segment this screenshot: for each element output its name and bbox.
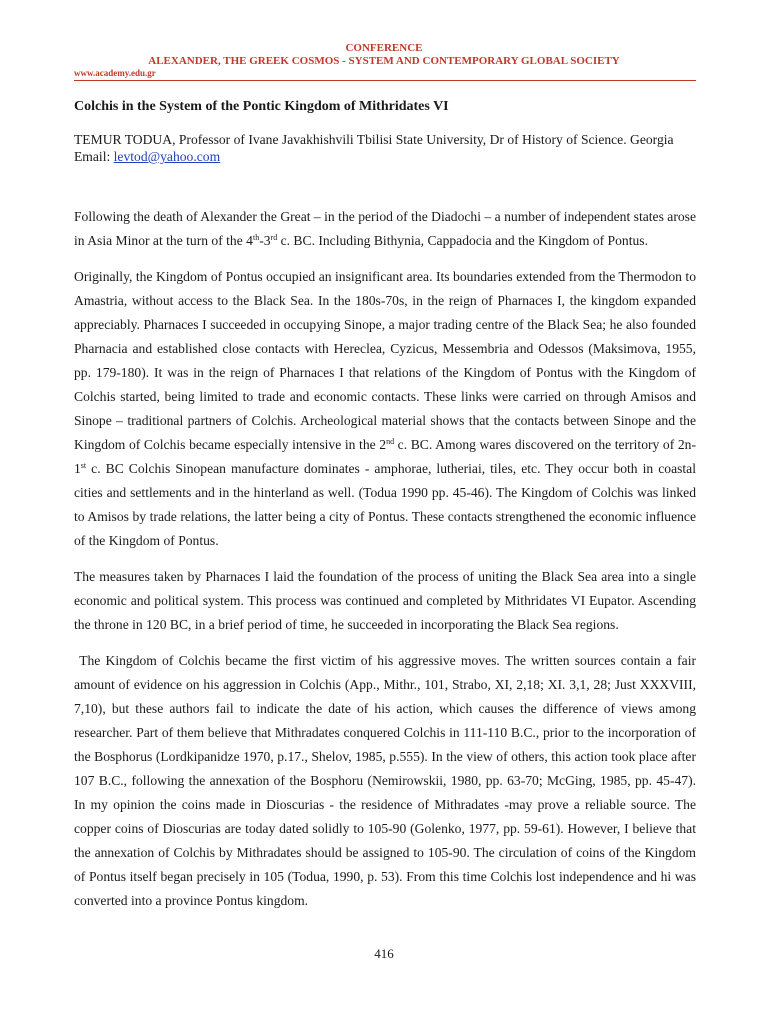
paragraph-text: Originally, the Kingdom of Pontus occupied an insignificant area. Its boundaries extended from the Thermodon to Amastria, without access to the Black Sea. In the 180s-70s, in the reign of Pharnaces I, the kingdom expanded appreciably. Pharnaces I succeeded in occupying Sinope, a major trading centre of the Black Sea; he also founded Pharnacia and established close contacts with Hereclea, Cyzicus, Messembria and Odessos (Maksimova, 1955, pp. 179-180). It was in the reign of Pharnaces I that relations of the Kingdom of Pontus with the Kingdom of Colchis started, being limited to trade and economic contacts. These links were carried on through Amisos and Sinope – traditional partners of Colchis. Archeological material shows that the contacts between Sinope and the Kingdom of Colchis became especially intensive in the 2 <box>74 269 696 452</box>
author-line <box>74 131 696 149</box>
paragraph-3: The measures taken by Pharnaces I laid the foundation of the process of uniting the Black Sea area into a single economic and political system. This process was continued and completed by Mithridates VI Eupator. Ascending the throne in 120 BC, in a brief period of time, he succeeded in incorporating the Black Sea regions. <box>74 569 696 632</box>
website-link[interactable]: www.academy.edu.gr <box>74 68 156 78</box>
paragraph-2 <box>74 265 696 553</box>
superscript: rd <box>270 233 278 242</box>
paragraph-text: c. BC Colchis Sinopean manufacture dominates - amphorae, lutheriai, tiles, etc. They occur both in coastal cities and settlements and in the hinterland as well. (Todua 1990 pp. 45-46). The Kingdom of Colchis was linked to Amisos by trade relations, the latter being a city of Pontus. These contacts strengthened the economic influence of the Kingdom of Pontus. <box>74 461 696 548</box>
author-affiliation: , Professor of Ivane Javakhishvili Tbilisi State University, Dr of History of Science. Georgia <box>172 132 674 147</box>
email-line <box>74 148 696 166</box>
superscript: st <box>80 461 87 470</box>
paragraph-text: Following the death of Alexander the Great – in the period of the Diadochi – a number of independent states arose in Asia Minor at the turn of the 4 <box>74 209 696 248</box>
paragraph-text: c. BC. Among wares discovered on the territory of 2n-1 <box>74 437 696 476</box>
paragraph-text: c. BC. Including Bithynia, Cappadocia and the Kingdom of Pontus. <box>277 233 648 248</box>
paragraph-text: -3 <box>259 233 271 248</box>
conference-title: ALEXANDER, THE GREEK COSMOS - SYSTEM AND CONTEMPORARY GLOBAL SOCIETY <box>148 55 620 67</box>
superscript: nd <box>386 437 395 446</box>
body-text <box>74 205 700 925</box>
conference-label: CONFERENCE <box>345 42 423 54</box>
paper-title: Colchis in the System of the Pontic Kingdom of Mithridates VI <box>74 99 449 114</box>
email-link[interactable]: levtod@yahoo.com <box>113 149 221 164</box>
email-label: Email: <box>74 149 114 164</box>
author-name: TEMUR TODUA <box>74 132 173 147</box>
superscript: th <box>252 233 260 242</box>
paragraph-4: The Kingdom of Colchis became the first victim of his aggressive moves. The written sources contain a fair amount of evidence on his aggression in Colchis (App., Mithr., 101, Strabo, XI, 2,18; XI. 3,1, 28; Just XXXVIII, 7,10), but these authors fail to indicate the date of his action, which causes the difference of views among researcher. Part of them believe that Mithradates conquered Colchis in 111-110 B.C., prior to the incorporation of the Bosphorus (Lordkipanidze 1970, p.17., Shelov, 1985, p.555). In the view of others, this action took place after 107 B.C., following the annexation of the Bosphoru (Nemirowskii, 1980, pp. 63-70; McGing, 1985, pp. 45-47). In my opinion the coins made in Dioscurias - the residence of Mithradates -may prove a reliable source. The copper coins of Dioscurias are today dated solidly to 105-90 (Golenko, 1977, pp. 59-61). However, I believe that the annexation of Colchis by Mithradates should be assigned to 105-90. The circulation of coins of the Kingdom of Pontus itself began precisely in 105 (Todua, 1990, p. 53). From this time Colchis lost independence and hi was converted into a province Pontus kingdom. <box>74 653 700 908</box>
header-divider <box>74 80 696 81</box>
page-number: 416 <box>374 946 394 961</box>
paragraph-1 <box>74 205 696 253</box>
